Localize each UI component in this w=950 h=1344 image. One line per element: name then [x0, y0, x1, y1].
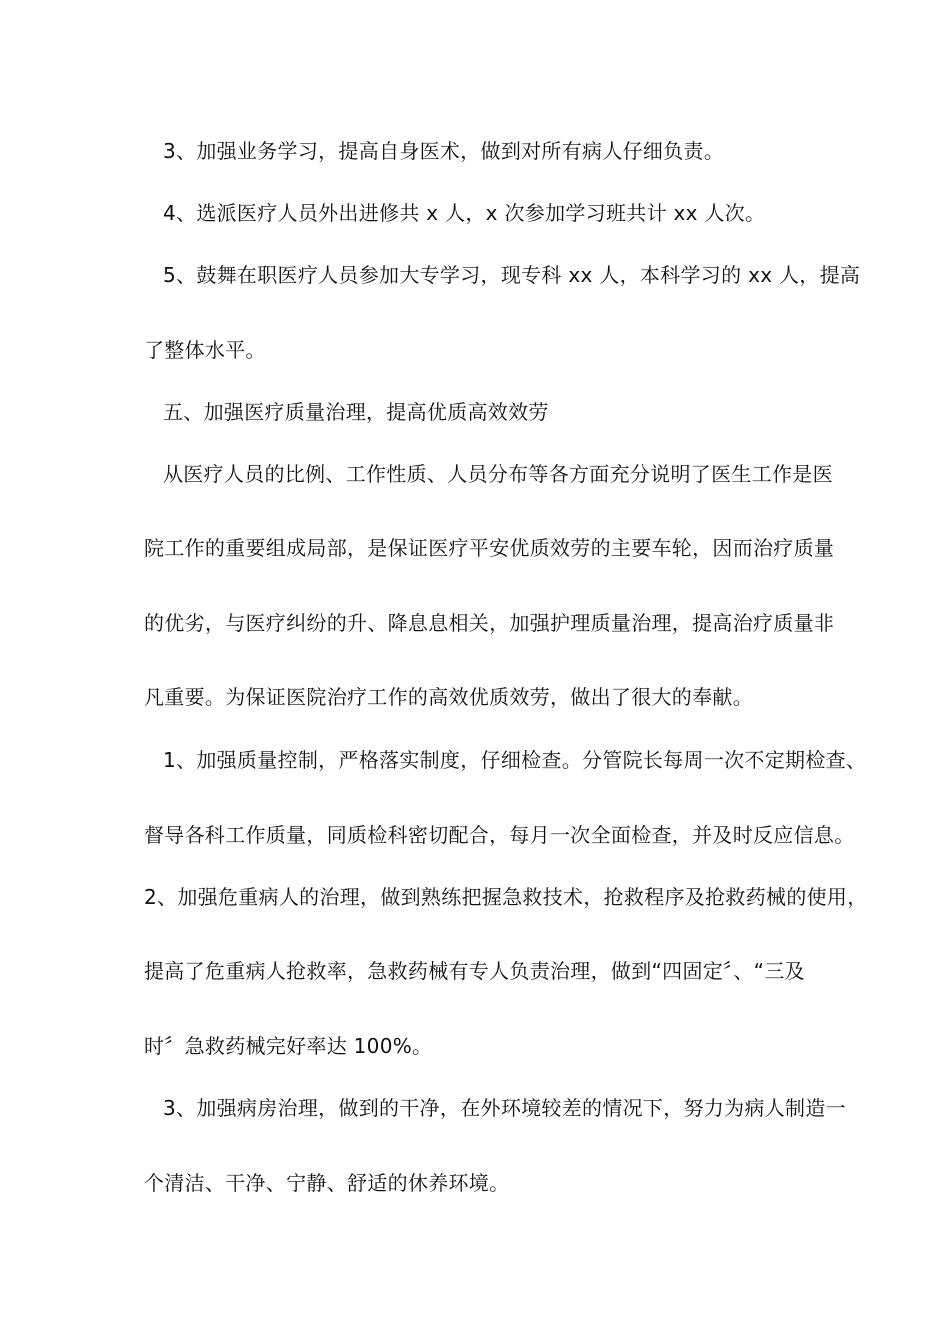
- paragraph-line: 了整体水平。: [144, 338, 266, 362]
- paragraph-line: 5、鼓舞在职医疗人员参加大专学习，现专科 xx 人，本科学习的 xx 人，提高: [163, 263, 861, 287]
- paragraph-line: 2、加强危重病人的治理，做到熟练把握急救技术，抢救程序及抢救药械的使用，: [144, 885, 868, 909]
- paragraph-line: 凡重要。为保证医院治疗工作的高效优质效劳，做出了很大的奉献。: [144, 685, 753, 709]
- paragraph-line: 个清洁、干净、宁静、舒适的休养环境。: [144, 1171, 510, 1195]
- paragraph-line: 的优劣，与医疗纠纷的升、降息息相关，加强护理质量治理，提高治疗质量非: [144, 611, 835, 635]
- paragraph-line: 1、加强质量控制，严格落实制度，仔细检查。分管院长每周一次不定期检查、: [163, 748, 867, 772]
- paragraph-line: 3、加强病房治理，做到的干净，在外环境较差的情况下，努力为病人制造一: [163, 1096, 846, 1120]
- paragraph-line: 3、加强业务学习，提高自身医术，做到对所有病人仔细负责。: [163, 139, 725, 163]
- section-heading: 五、加强医疗质量治理，提高优质高效效劳: [163, 400, 549, 424]
- paragraph-line: 时〞急救药械完好率达 100%。: [144, 1034, 433, 1058]
- paragraph-line: 督导各科工作质量，同质检科密切配合，每月一次全面检查，并及时反应信息。: [144, 823, 855, 847]
- paragraph-line: 4、选派医疗人员外出进修共 x 人，x 次参加学习班共计 xx 人次。: [163, 201, 766, 225]
- paragraph-line: 院工作的重要组成局部，是保证医疗平安优质效劳的主要车轮，因而治疗质量: [144, 536, 835, 560]
- paragraph-line: 从医疗人员的比例、工作性质、人员分布等各方面充分说明了医生工作是医: [163, 462, 833, 486]
- paragraph-line: 提高了危重病人抢救率，急救药械有专人负责治理，做到“四固定〞、“三及: [144, 959, 805, 983]
